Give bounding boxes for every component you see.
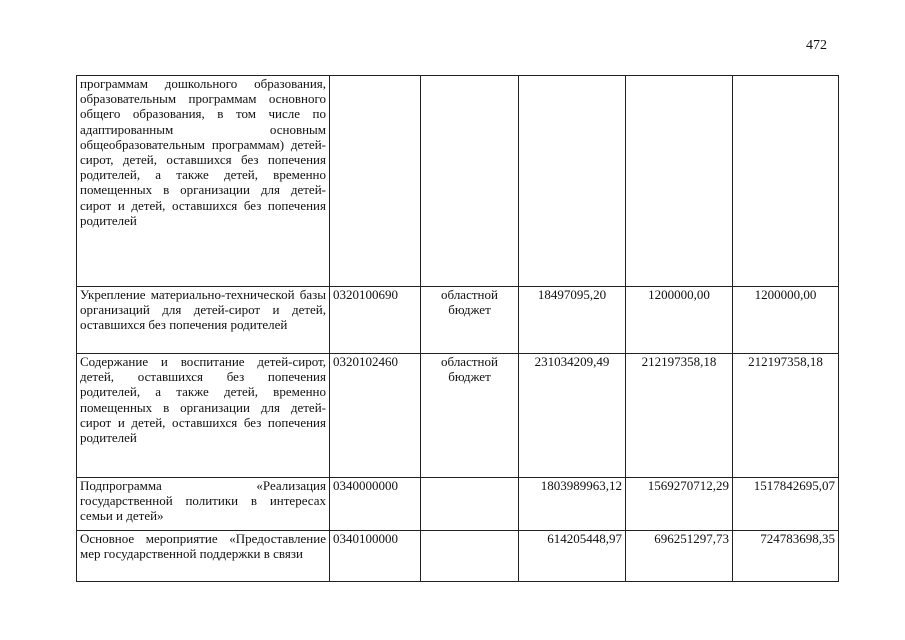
row-source-cell: областной бюджет (421, 354, 519, 478)
table-row (77, 76, 839, 287)
table-row (77, 287, 839, 354)
row-value-2-cell: 212197358,18 (626, 354, 733, 478)
row-value-1-cell: 614205448,97 (519, 531, 626, 582)
row-value-3-cell: 1517842695,07 (733, 478, 839, 531)
row-code-cell: 0320102460 (330, 354, 421, 478)
row-name-cell: Основное мероприятие «Предоставление мер государственной поддержки в связи (77, 531, 330, 582)
row-value-1-cell: 231034209,49 (519, 354, 626, 478)
row-name-cell: Укрепление материально-технической базы организаций для детей-сирот и детей, оставшихся без попечения родителей (77, 287, 330, 354)
row-value-1-cell (519, 76, 626, 287)
row-value-2-cell (626, 76, 733, 287)
row-value-3-cell: 724783698,35 (733, 531, 839, 582)
row-name-cell: программам дошкольного образования, образовательным программам основного общего образования, в том числе по адаптированным основным общеобразовательным программам) детей-сирот, детей, оставшихся без попечения родителей, а также детей, временно помещенных в организации для детей-сирот и детей, оставшихся без попечения родителей (77, 76, 330, 287)
row-name-cell: Подпрограмма «Реализация государственной политики в интересах семьи и детей» (77, 478, 330, 531)
row-source-cell (421, 478, 519, 531)
row-value-3-cell: 212197358,18 (733, 354, 839, 478)
row-code-cell: 0320100690 (330, 287, 421, 354)
row-name-cell: Содержание и воспитание детей-сирот, детей, оставшихся без попечения родителей, а также детей, временно помещенных в организации для детей-сирот и детей, оставшихся без попечения родителей (77, 354, 330, 478)
row-value-3-cell: 1200000,00 (733, 287, 839, 354)
row-value-2-cell: 1569270712,29 (626, 478, 733, 531)
row-source-cell (421, 531, 519, 582)
row-value-2-cell: 696251297,73 (626, 531, 733, 582)
table-row (77, 531, 839, 582)
table-row (77, 478, 839, 531)
row-code-cell: 0340100000 (330, 531, 421, 582)
row-source-cell: областной бюджет (421, 287, 519, 354)
row-value-1-cell: 1803989963,12 (519, 478, 626, 531)
row-value-3-cell (733, 76, 839, 287)
page-number: 472 (806, 38, 827, 53)
row-code-cell (330, 76, 421, 287)
row-value-2-cell: 1200000,00 (626, 287, 733, 354)
table-row (77, 354, 839, 478)
row-source-cell (421, 76, 519, 287)
row-code-cell: 0340000000 (330, 478, 421, 531)
row-value-1-cell: 18497095,20 (519, 287, 626, 354)
budget-table (76, 75, 839, 582)
